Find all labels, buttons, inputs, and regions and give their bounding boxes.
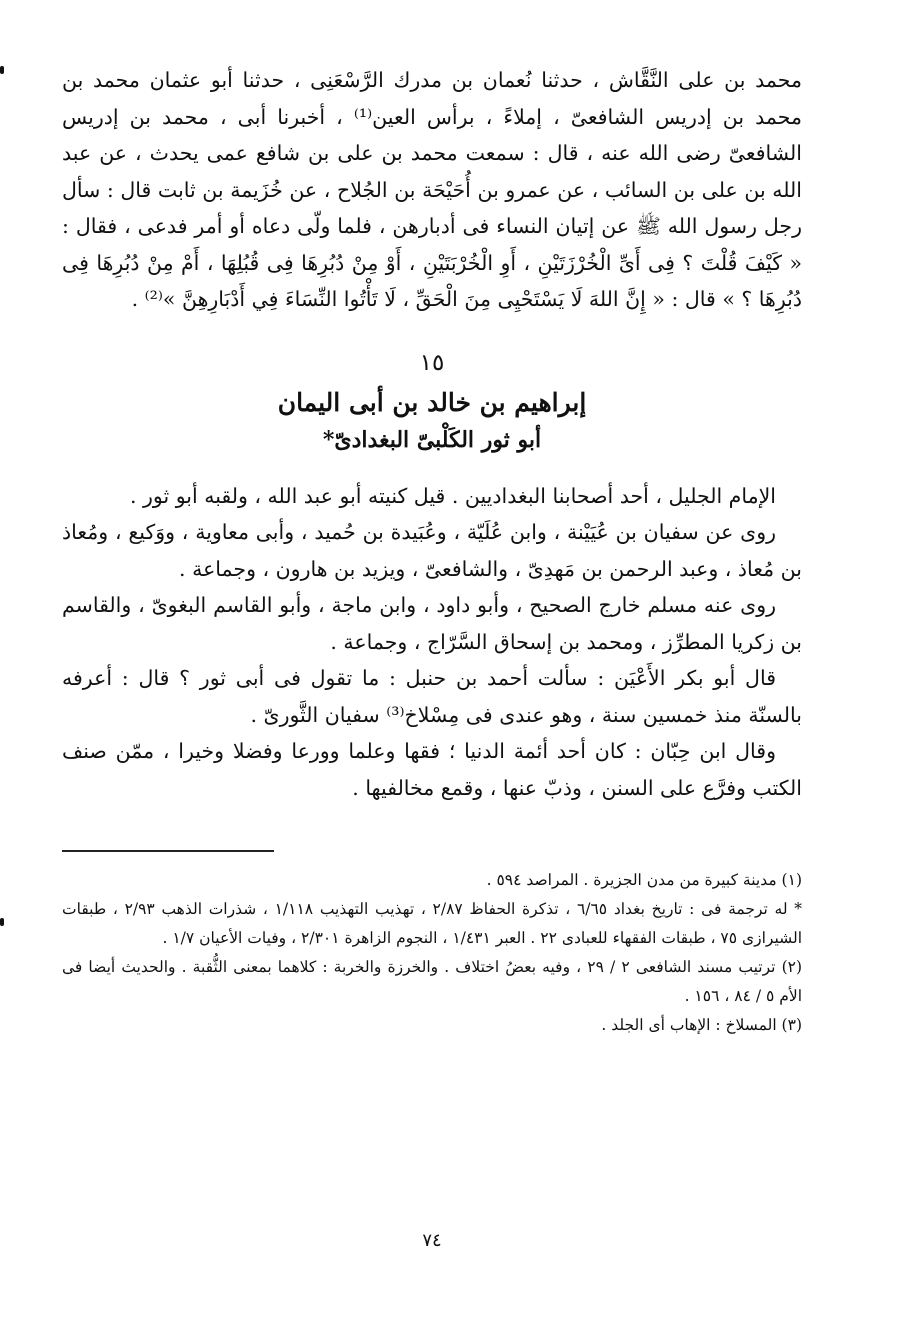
margin-mark-middle (0, 918, 4, 926)
bio-paragraph-2: روى عن سفيان بن عُيَيْنة ، وابن عُلَيّة ، وعُبَيدة بن حُميد ، وأبى معاوية ، ووَكيع ، ومُعاذ بن مُعاذ ، وعبد الرحمن بن مَهدِىّ ، والشافعىّ ، ويزيد بن هارون ، وجماعة . (62, 520, 802, 581)
entry-subtitle: أبو ثور الكَلْبىّ البغدادىّ* (322, 426, 542, 453)
bio-paragraph-4: قال أبو بكر الأَعْيَن : سألت أحمد بن حنبل : ما تقول فى أبى ثور ؟ قال : أعرفه بالسنّة منذ خمسين سنة ، وهو عندى فى مِسْلاخ⁽³⁾ سفيان الثَّورىّ . (62, 666, 802, 727)
bio-paragraph-1: الإمام الجليل ، أحد أصحابنا البغداديين . قيل كنيته أبو عبد الله ، ولقبه أبو ثور . (129, 483, 776, 508)
page-number: ٧٤ (422, 1230, 442, 1251)
footnote-star: * له ترجمة فى : تاريخ بغداد ٦/٦٥ ، تذكرة الحفاظ ٢/٨٧ ، تهذيب التهذيب ١/١١٨ ، شذرات الذهب ٢/٩٣ ، طبقات الشيرازى ٧٥ ، طبقات الفقهاء للعبادى ٢٢ . العبر ١/٤٣١ ، النجوم الزاهرة ٢/٣٠١ ، وفيات الأعيان ١/٧ . (62, 900, 802, 947)
footnote-divider-wrap (62, 806, 802, 866)
footnote-2: (٢) ترتيب مسند الشافعى ٢ / ٢٩ ، وفيه بعضُ اختلاف . والخرزة والخربة : كلاهما بمعنى الثُّقبة . والحديث أيضا فى الأم ٥ / ٨٤ ، ١٥٦ . (62, 958, 803, 1005)
bio-paragraph-5: وقال ابن حِبّان : كان أحد أئمة الدنيا ؛ فقها وعلما وورعا وفضلا وخيرا ، ممّن صنف الكتب وفرَّع على السنن ، وذبّ عنها ، وقمع مخالفيها . (62, 739, 802, 800)
book-page (62, 62, 802, 1302)
footnotes (62, 866, 802, 1040)
footnote-1: (١) مدينة كبيرة من مدن الجزيرة . المراصد ٥٩٤ . (486, 871, 802, 889)
footnote-3: (٣) المسلاخ : الإهاب أى الجلد . (601, 1016, 802, 1034)
footnote-divider (62, 850, 274, 852)
biography (62, 478, 802, 807)
entry-number: ١٥ (419, 349, 445, 376)
margin-mark-top (0, 66, 4, 74)
entry-title: إبراهيم بن خالد بن أبى اليمان (277, 387, 587, 417)
opening-paragraph: محمد بن على النَّقَّاش ، حدثنا نُعمان بن مدرك الرَّسْعَنِى ، حدثنا أبو عثمان محمد بن محمد بن إدريس الشافعىّ ، إملاءً ، برأس العين⁽¹⁾ ، أخبرنا أبى ، محمد بن إدريس الشافعىّ رضى الله عنه ، قال : سمعت محمد بن على بن شافع عمى يحدث ، عن عبد الله بن على بن السائب ، عن عمرو بن أُحَيْحَة بن الجُلاح ، عن خُزَيمة بن ثابت قال : سأل رجل رسول الله ﷺ عن إتيان النساء فى أدبارهن ، فلما ولّى دعاه أو أمر فدعى ، فقال : « كَيْفَ قُلْتَ ؟ فِى أَىِّ الْخُرْزَتَيْنِ ، أَوِ الْخُرْبَتَيْنِ ، أَوْ مِنْ دُبُرِهَا فِى قُبُلِهَا ، أَمْ مِنْ دُبُرِهَا فِى دُبُرِهَا ؟ » قال : « إِنَّ اللهَ لَا يَسْتَحْيِى مِنَ الْحَقِّ ، لَا تَأْتُوا النِّسَاءَ فِي أَدْبَارِهِنَّ »⁽²⁾ . (62, 68, 802, 311)
bio-paragraph-3: روى عنه مسلم خارج الصحيح ، وأبو داود ، وابن ماجة ، وأبو القاسم البغوىّ ، والقاسم بن زكريا المطرِّز ، ومحمد بن إسحاق السَّرّاج ، وجماعة . (62, 593, 802, 654)
